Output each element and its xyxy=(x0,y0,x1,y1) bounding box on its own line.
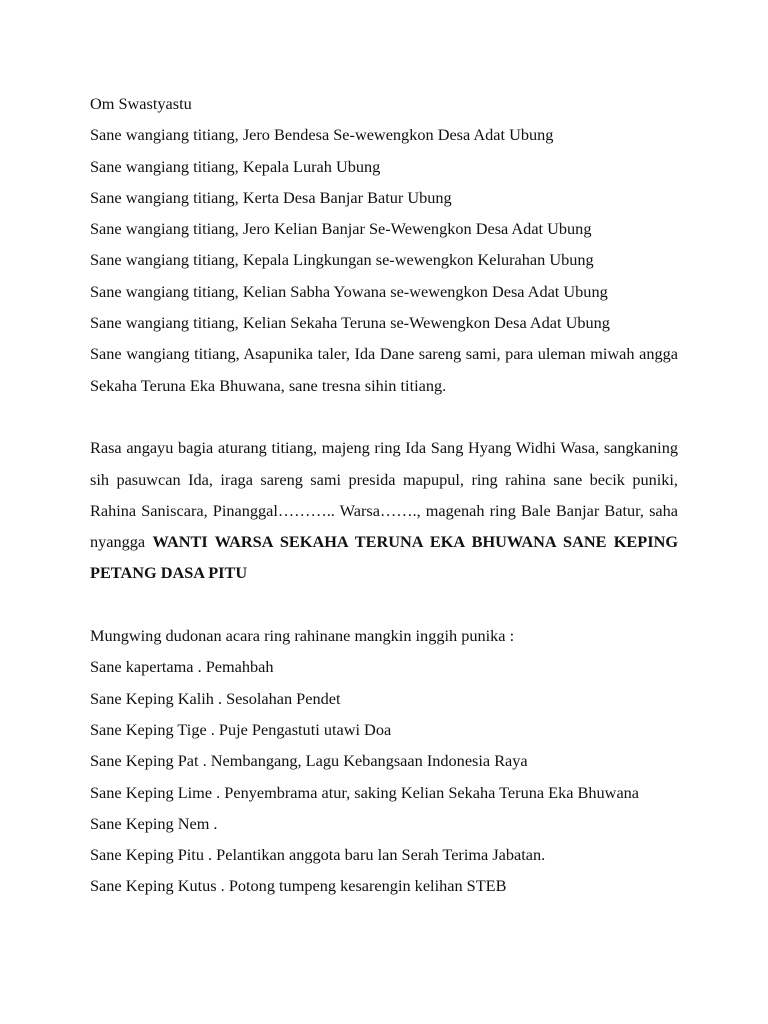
salutation-line: Sane wangiang titiang, Jero Kelian Banjar Se-Wewengkon Desa Adat Ubung xyxy=(90,219,592,239)
opening-paragraph xyxy=(90,432,678,588)
agenda-item: Sane Keping Pitu . Pelantikan anggota baru lan Serah Terima Jabatan. xyxy=(90,845,546,865)
opening-text: Rasa angayu bagia aturang titiang, majeng ring Ida Sang Hyang Widhi Wasa, sangkaning sih pasuwcan Ida, iraga sareng sami presida mapupul, ring rahina sane becik puniki, Rahina Saniscara, Pinanggal……….. Warsa……., magenah ring Bale Banjar Batur, saha nyangga xyxy=(90,438,678,552)
agenda-item: Sane Keping Nem . xyxy=(90,813,218,833)
agenda-item: Sane kapertama . Pemahbah xyxy=(90,657,274,677)
salutation-line: Sane wangiang titiang, Kerta Desa Banjar Batur Ubung xyxy=(90,187,452,207)
agenda-item: Sane Keping Lime . Penyembrama atur, saking Kelian Sekaha Teruna Eka Bhuwana xyxy=(90,782,640,802)
agenda-item: Sane Keping Tige . Puje Pengastuti utawi Doa xyxy=(90,719,392,739)
salutation-line: Sane wangiang titiang, Kelian Sekaha Teruna se-Wewengkon Desa Adat Ubung xyxy=(90,313,610,333)
agenda-item: Sane Keping Kalih . Sesolahan Pendet xyxy=(90,688,341,708)
agenda-intro: Mungwing dudonan acara ring rahinane mangkin inggih punika : xyxy=(90,626,515,646)
paragraph-spacer xyxy=(90,401,678,432)
agenda-item: Sane Keping Pat . Nembangang, Lagu Kebangsaan Indonesia Raya xyxy=(90,751,528,771)
paragraph-spacer xyxy=(90,589,678,620)
agenda-item: Sane Keping Kutus . Potong tumpeng kesarengin kelihan STEB xyxy=(90,876,507,896)
salutation-line: Sane wangiang titiang, Kelian Sabha Yowana se-wewengkon Desa Adat Ubung xyxy=(90,281,608,301)
salutation-last: Sane wangiang titiang, Asapunika taler, Ida Dane sareng sami, para uleman miwah angga Sekaha Teruna Eka Bhuwana, sane tresna sihin titiang. xyxy=(90,344,678,395)
greeting: Om Swastyastu xyxy=(90,94,192,113)
salutation-line: Sane wangiang titiang, Kepala Lurah Ubung xyxy=(90,156,381,176)
salutation-line: Sane wangiang titiang, Kepala Lingkungan se-wewengkon Kelurahan Ubung xyxy=(90,250,594,270)
salutation-line: Sane wangiang titiang, Jero Bendesa Se-wewengkon Desa Adat Ubung xyxy=(90,125,554,145)
event-title: WANTI WARSA SEKAHA TERUNA EKA BHUWANA SANE KEPING PETANG DASA PITU xyxy=(90,532,678,583)
document-page xyxy=(90,88,678,902)
